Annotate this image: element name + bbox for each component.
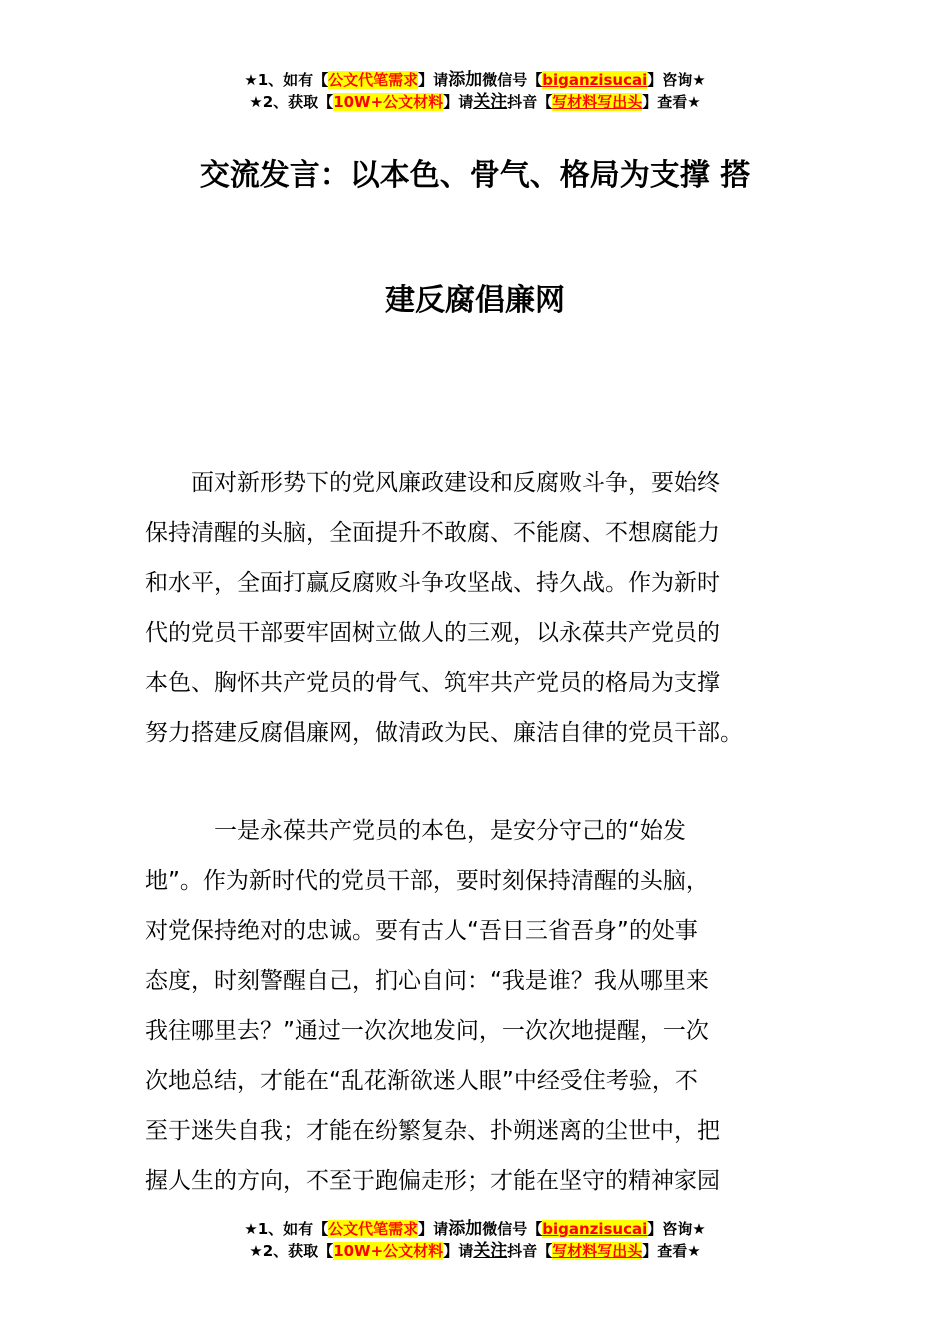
- text-line: 和水平，全面打赢反腐败斗争攻坚战、持久战。作为新时: [145, 570, 720, 596]
- banner-highlight-douyin: 写材料写出头: [552, 93, 643, 111]
- banner-text: 】咨询★: [647, 71, 706, 89]
- banner-text: 】咨询★: [647, 1220, 706, 1238]
- banner-emphasis: 添加: [448, 70, 483, 90]
- banner-line-1: [0, 69, 950, 91]
- banner-highlight-wechat: biganzisucai: [542, 1220, 648, 1238]
- text-line: 对党保持绝对的忠诚。要有古人“吾日三省吾身”的处事: [145, 918, 698, 944]
- banner-highlight-service: 公文代笔需求: [328, 71, 419, 89]
- text-line: 面对新形势下的党风廉政建设和反腐败斗争，要始终: [145, 470, 720, 496]
- banner-text: 】请: [443, 93, 474, 111]
- banner-highlight-materials: 10W+公文材料: [333, 93, 444, 111]
- banner-line-2: [0, 1240, 950, 1262]
- banner-text: 抖音【: [507, 93, 553, 111]
- banner-highlight-douyin: 写材料写出头: [552, 1242, 643, 1260]
- banner-emphasis: 添加: [448, 1219, 483, 1239]
- banner-highlight-materials: 10W+公文材料: [333, 1242, 444, 1260]
- banner-text: ★1、如有【: [244, 71, 329, 89]
- text-line: 握人生的方向，不至于跑偏走形；才能在坚守的精神家园: [145, 1168, 720, 1194]
- text-line: 一是永葆共产党员的本色，是安分守己的“始发: [145, 818, 686, 844]
- banner-text: 】请: [418, 1220, 449, 1238]
- banner-line-2: [0, 91, 950, 113]
- paragraph-2: [145, 806, 807, 1206]
- banner-text: 微信号【: [482, 1220, 543, 1238]
- text-line: 我往哪里去？”通过一次次地发问，一次次地提醒，一次: [145, 1018, 709, 1044]
- paragraph-1: [145, 458, 807, 758]
- banner-highlight-service: 公文代笔需求: [328, 1220, 419, 1238]
- banner-text: 微信号【: [482, 71, 543, 89]
- bottom-banner: [0, 1218, 950, 1262]
- banner-text: ★2、获取【: [249, 1242, 334, 1260]
- banner-text: 抖音【: [507, 1242, 553, 1260]
- banner-emphasis: 关注: [473, 1241, 508, 1261]
- text-line: 次地总结，才能在“乱花渐欲迷人眼”中经受住考验，不: [145, 1068, 698, 1094]
- banner-text: ★2、获取【: [249, 93, 334, 111]
- banner-text: 】查看★: [642, 1242, 701, 1260]
- banner-text: 】查看★: [642, 93, 701, 111]
- banner-highlight-wechat: biganzisucai: [542, 71, 648, 89]
- banner-emphasis: 关注: [473, 92, 508, 112]
- text-line: 本色、胸怀共产党员的骨气、筑牢共产党员的格局为支撑: [145, 670, 720, 696]
- banner-text: 】请: [418, 71, 449, 89]
- text-line: 态度，时刻警醒自己，扪心自问：“我是谁？我从哪里来: [145, 968, 709, 994]
- document-title-line-2: 建反腐倡廉网: [385, 283, 565, 318]
- text-line: 地”。作为新时代的党员干部，要时刻保持清醒的头脑，: [145, 868, 709, 894]
- document-title-line-1: 交流发言：以本色、骨气、格局为支撑 搭: [199, 158, 751, 193]
- top-banner: [0, 69, 950, 113]
- banner-text: ★1、如有【: [244, 1220, 329, 1238]
- text-line: 努力搭建反腐倡廉网，做清政为民、廉洁自律的党员干部。: [145, 720, 743, 746]
- banner-text: 】请: [443, 1242, 474, 1260]
- text-line: 至于迷失自我；才能在纷繁复杂、扑朔迷离的尘世中，把: [145, 1118, 720, 1144]
- text-line: 代的党员干部要牢固树立做人的三观，以永葆共产党员的: [145, 620, 720, 646]
- text-line: 保持清醒的头脑，全面提升不敢腐、不能腐、不想腐能力: [145, 520, 720, 546]
- banner-line-1: [0, 1218, 950, 1240]
